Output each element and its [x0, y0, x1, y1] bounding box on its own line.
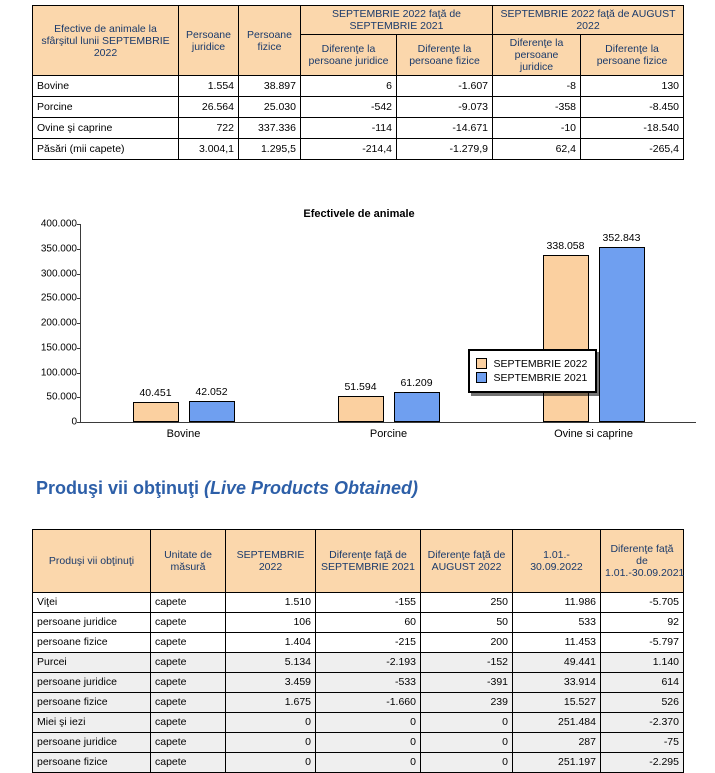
cell-diff-cumulative-2021: -5.797 [601, 633, 684, 653]
table-row [33, 713, 684, 733]
cell-cumulative-2022: 533 [513, 613, 601, 633]
cell-d3: -8 [493, 76, 581, 97]
cell-d3: -10 [493, 118, 581, 139]
chart-bar-value-label: 61.209 [400, 376, 433, 389]
cell-d2: -9.073 [397, 97, 493, 118]
cell-pj: 26.564 [179, 97, 239, 118]
cell-september-2022: 5.134 [226, 653, 316, 673]
table-row [33, 613, 684, 633]
row-label: Viţei [33, 593, 151, 613]
cell-diff-september-2021: -1.660 [316, 693, 421, 713]
chart-bar [189, 401, 235, 422]
cell-d1: -114 [301, 118, 397, 139]
table-row [33, 633, 684, 653]
cell-d3: -358 [493, 97, 581, 118]
chart-bar-value-label: 42.052 [195, 386, 228, 399]
cell-cumulative-2022: 15.527 [513, 693, 601, 713]
chart-y-tick-label: 300.000 [40, 268, 77, 279]
cell-unit: capete [151, 593, 226, 613]
row-label: persoane fizice [33, 633, 151, 653]
section-title-en: (Live Products Obtained) [204, 478, 419, 498]
cell-cumulative-2022: 33.914 [513, 673, 601, 693]
chart-legend-label: SEPTEMBRIE 2022 [493, 357, 588, 370]
header-legal-persons: Persoane juridice [179, 6, 239, 76]
header-group-aug2022: SEPTEMBRIE 2022 faţă de AUGUST 2022 [493, 6, 684, 35]
subheader-diff-natural-1: Diferenţe la persoane fizice [397, 35, 493, 76]
header-category: Efective de animale la sfârşitul lunii SEPTEMBRIE 2022 [33, 6, 179, 76]
cell-unit: capete [151, 753, 226, 773]
chart-bar [338, 396, 384, 422]
chart-bar-group [81, 224, 286, 440]
subheader-diff-legal-1: Diferenţe la persoane juridice [301, 35, 397, 76]
cell-september-2022: 0 [226, 753, 316, 773]
cell-unit: capete [151, 653, 226, 673]
header-diff-september-2021: Diferenţe faţă de SEPTEMBRIE 2021 [316, 530, 421, 593]
cell-unit: capete [151, 693, 226, 713]
live-products-table [32, 529, 684, 773]
cell-diff-august-2022: 0 [421, 713, 513, 733]
table-row [33, 673, 684, 693]
chart-y-tick-label: 0 [71, 416, 77, 428]
cell-diff-august-2022: -391 [421, 673, 513, 693]
cell-pj: 1.554 [179, 76, 239, 97]
cell-diff-september-2021: -155 [316, 593, 421, 613]
header-diff-august-2022: Diferenţe faţă de AUGUST 2022 [421, 530, 513, 593]
cell-d2: -1.279,9 [397, 139, 493, 160]
row-label: Porcine [33, 97, 179, 118]
cell-unit: capete [151, 733, 226, 753]
section-heading [36, 478, 418, 499]
chart-legend-item [476, 358, 587, 370]
row-label: Păsări (mii capete) [33, 139, 179, 160]
table-row [33, 118, 684, 139]
chart-y-tick-label: 250.000 [40, 292, 77, 304]
cell-september-2022: 0 [226, 733, 316, 753]
cell-pj: 722 [179, 118, 239, 139]
chart-plot-area [40, 218, 696, 440]
header-natural-persons: Persoane fizice [239, 6, 301, 76]
chart-y-tick-label: 200.000 [40, 317, 77, 329]
cell-diff-cumulative-2021: 526 [601, 693, 684, 713]
chart-y-tick-label: 50.000 [46, 391, 77, 403]
cell-september-2022: 1.404 [226, 633, 316, 653]
livestock-bar-chart [14, 208, 704, 460]
chart-bar-value-label: 40.451 [139, 386, 172, 399]
cell-diff-cumulative-2021: 614 [601, 673, 684, 693]
chart-y-tick-label: 350.000 [40, 243, 77, 255]
cell-diff-september-2021: 0 [316, 713, 421, 733]
row-label: persoane juridice [33, 733, 151, 753]
cell-d3: 62,4 [493, 139, 581, 160]
subheader-diff-natural-2: Diferenţe la persoane fizice [581, 35, 684, 76]
row-label: Miei şi iezi [33, 713, 151, 733]
header-product: Produşi vii obţinuţi [33, 530, 151, 593]
table-row [33, 753, 684, 773]
cell-d4: -18.540 [581, 118, 684, 139]
cell-d4: 130 [581, 76, 684, 97]
header-unit: Unitate de măsură [151, 530, 226, 593]
header-september-2022: SEPTEMBRIE 2022 [226, 530, 316, 593]
cell-september-2022: 106 [226, 613, 316, 633]
table-row [33, 97, 684, 118]
cell-d2: -14.671 [397, 118, 493, 139]
cell-diff-cumulative-2021: 92 [601, 613, 684, 633]
cell-unit: capete [151, 713, 226, 733]
cell-september-2022: 3.459 [226, 673, 316, 693]
cell-cumulative-2022: 11.453 [513, 633, 601, 653]
cell-unit: capete [151, 633, 226, 653]
chart-bar [599, 247, 645, 422]
table-row [33, 139, 684, 160]
cell-pf: 337.336 [239, 118, 301, 139]
cell-pf: 1.295,5 [239, 139, 301, 160]
row-label: Bovine [33, 76, 179, 97]
chart-x-tick-label: Porcine [369, 428, 408, 440]
cell-diff-august-2022: 250 [421, 593, 513, 613]
cell-d1: -214,4 [301, 139, 397, 160]
chart-legend-item [476, 372, 587, 384]
cell-diff-september-2021: -215 [316, 633, 421, 653]
cell-diff-august-2022: 0 [421, 753, 513, 773]
cell-cumulative-2022: 251.484 [513, 713, 601, 733]
cell-diff-september-2021: -2.193 [316, 653, 421, 673]
livestock-table [32, 5, 684, 160]
cell-diff-september-2021: 60 [316, 613, 421, 633]
row-label: persoane juridice [33, 673, 151, 693]
cell-cumulative-2022: 251.197 [513, 753, 601, 773]
subheader-diff-legal-2: Diferenţe la persoane juridice [493, 35, 581, 76]
cell-cumulative-2022: 287 [513, 733, 601, 753]
cell-d1: -542 [301, 97, 397, 118]
header-diff-cumulative-2021: Diferenţe faţă de 1.01.-30.09.2021 [601, 530, 684, 593]
chart-x-tick-label: Bovine [166, 428, 201, 440]
cell-diff-cumulative-2021: 1.140 [601, 653, 684, 673]
section-title-ro: Produşi vii obţinuţi [36, 478, 199, 498]
header-cumulative-2022: 1.01.- 30.09.2022 [513, 530, 601, 593]
cell-september-2022: 1.510 [226, 593, 316, 613]
row-label: persoane fizice [33, 753, 151, 773]
cell-pf: 38.897 [239, 76, 301, 97]
cell-diff-cumulative-2021: -2.370 [601, 713, 684, 733]
cell-cumulative-2022: 11.986 [513, 593, 601, 613]
cell-d1: 6 [301, 76, 397, 97]
header-group-sep2021: SEPTEMBRIE 2022 faţă de SEPTEMBRIE 2021 [301, 6, 493, 35]
cell-diff-cumulative-2021: -75 [601, 733, 684, 753]
chart-y-tick-label: 150.000 [40, 342, 77, 354]
chart-x-tick-label: Ovine si caprine [554, 428, 633, 440]
cell-diff-september-2021: 0 [316, 733, 421, 753]
cell-diff-august-2022: 239 [421, 693, 513, 713]
table-row [33, 76, 684, 97]
chart-bar [133, 402, 179, 422]
cell-diff-august-2022: 0 [421, 733, 513, 753]
table-row [33, 593, 684, 613]
cell-d4: -8.450 [581, 97, 684, 118]
cell-september-2022: 0 [226, 713, 316, 733]
cell-diff-cumulative-2021: -2.295 [601, 753, 684, 773]
chart-y-tick-label: 400.000 [40, 218, 77, 230]
table-row [33, 733, 684, 753]
chart-title: Efectivele de animale [303, 208, 415, 220]
row-label: Ovine şi caprine [33, 118, 179, 139]
row-label: Purcei [33, 653, 151, 673]
chart-bar-value-label: 51.594 [344, 381, 377, 394]
cell-diff-august-2022: -152 [421, 653, 513, 673]
chart-legend [468, 349, 597, 393]
chart-bar-value-label: 352.843 [602, 232, 641, 245]
cell-september-2022: 1.675 [226, 693, 316, 713]
cell-d4: -265,4 [581, 139, 684, 160]
cell-cumulative-2022: 49.441 [513, 653, 601, 673]
cell-unit: capete [151, 673, 226, 693]
table-row [33, 693, 684, 713]
cell-pj: 3.004,1 [179, 139, 239, 160]
chart-bar [394, 392, 440, 422]
chart-legend-swatch [476, 372, 487, 383]
chart-legend-swatch [476, 358, 487, 369]
chart-y-tick-label: 100.000 [40, 367, 77, 378]
cell-diff-september-2021: -533 [316, 673, 421, 693]
chart-y-tick-mark [77, 422, 81, 423]
cell-d2: -1.607 [397, 76, 493, 97]
cell-pf: 25.030 [239, 97, 301, 118]
table-header-row [33, 530, 684, 593]
row-label: persoane juridice [33, 613, 151, 633]
cell-diff-august-2022: 50 [421, 613, 513, 633]
table-row [33, 653, 684, 673]
cell-diff-august-2022: 200 [421, 633, 513, 653]
chart-bar-value-label: 338.058 [546, 239, 585, 252]
table-header-row [33, 6, 684, 35]
cell-diff-cumulative-2021: -5.705 [601, 593, 684, 613]
chart-bar-group [286, 224, 491, 440]
chart-bar [543, 255, 589, 422]
row-label: persoane fizice [33, 693, 151, 713]
chart-legend-label: SEPTEMBRIE 2021 [493, 371, 588, 384]
cell-unit: capete [151, 613, 226, 633]
cell-diff-september-2021: 0 [316, 753, 421, 773]
